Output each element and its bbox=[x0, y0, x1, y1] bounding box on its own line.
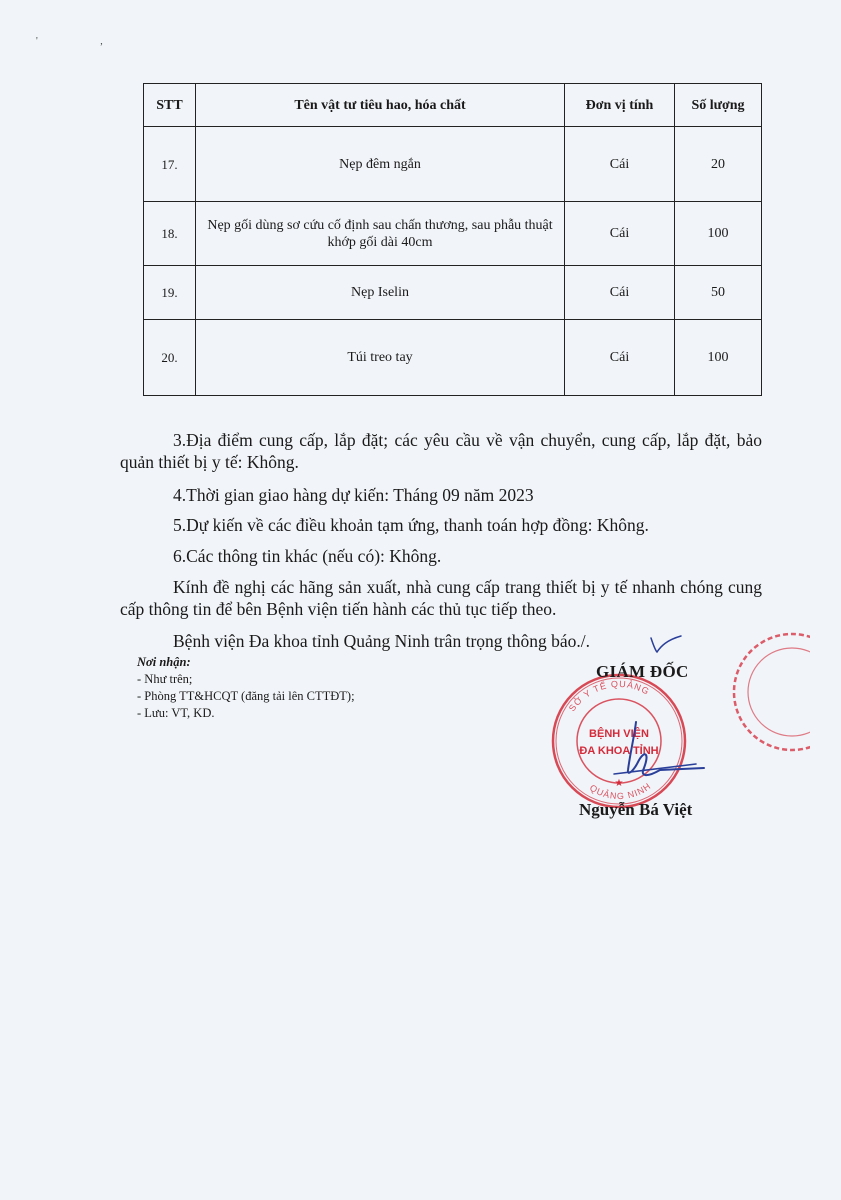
paragraph-payment-terms: 5.Dự kiến về các điều khoản tạm ứng, thanh toán hợp đồng: Không. bbox=[173, 515, 649, 535]
row-name: Túi treo tay bbox=[196, 320, 565, 396]
header-qty: Số lượng bbox=[675, 84, 762, 127]
table-row bbox=[144, 127, 762, 202]
paragraph-delivery-time: 4.Thời gian giao hàng dự kiến: Tháng 09 năm 2023 bbox=[173, 485, 534, 505]
header-stt: STT bbox=[144, 84, 196, 127]
paragraph-delivery-location: 3.Địa điểm cung cấp, lắp đặt; các yêu cầu về vận chuyển, cung cấp, lắp đặt, bảo quản thiết bị y tế: Không. bbox=[120, 430, 762, 472]
recipients-block bbox=[137, 654, 355, 722]
row-name: Nẹp đêm ngắn bbox=[196, 127, 565, 202]
supplies-table bbox=[143, 83, 762, 396]
scan-specks: ' , bbox=[36, 36, 133, 47]
table-row bbox=[144, 202, 762, 266]
stamp-ring-bottom: QUẢNG NINH bbox=[587, 780, 654, 802]
signer-title: GIÁM ĐỐC bbox=[596, 662, 689, 681]
row-unit: Cái bbox=[565, 127, 675, 202]
signer-name: Nguyễn Bá Việt bbox=[579, 800, 693, 819]
row-name: Nẹp Iselin bbox=[196, 266, 565, 320]
row-unit: Cái bbox=[565, 320, 675, 396]
paragraph-request: Kính đề nghị các hãng sản xuất, nhà cung cấp trang thiết bị y tế nhanh chóng cung cấp thông tin để bên Bệnh viện tiến hành các thủ tục tiếp theo. bbox=[120, 577, 762, 619]
paragraph-closing: Bệnh viện Đa khoa tỉnh Quảng Ninh trân trọng thông báo./. bbox=[173, 631, 591, 651]
row-stt: 19. bbox=[144, 266, 196, 320]
row-stt: 17. bbox=[144, 127, 196, 202]
stamp-ring-top: SỞ Y TẾ QUẢNG bbox=[566, 678, 652, 714]
handwritten-signature-icon bbox=[600, 718, 710, 788]
table-row bbox=[144, 320, 762, 396]
stamp-line1: BỆNH VIỆN bbox=[589, 728, 649, 740]
svg-text:SỞ Y TẾ QUẢNG bbox=[567, 679, 652, 714]
partial-stamp-icon bbox=[730, 630, 810, 760]
paragraph-other-info: 6.Các thông tin khác (nếu có): Không. bbox=[173, 546, 442, 566]
row-stt: 20. bbox=[144, 320, 196, 396]
row-name: Nẹp gối dùng sơ cứu cố định sau chấn thương, sau phẫu thuật khớp gối dài 40cm bbox=[196, 202, 565, 266]
row-stt: 18. bbox=[144, 202, 196, 266]
recipient-item: - Như trên; bbox=[137, 672, 193, 686]
row-qty: 20 bbox=[675, 127, 762, 202]
recipient-item: - Lưu: VT, KD. bbox=[137, 706, 215, 720]
svg-text:★: ★ bbox=[614, 778, 624, 789]
row-unit: Cái bbox=[565, 266, 675, 320]
recipients-header: Nơi nhận: bbox=[137, 655, 191, 669]
header-unit: Đơn vị tính bbox=[565, 84, 675, 127]
recipient-item: - Phòng TT&HCQT (đăng tải lên CTTĐT); bbox=[137, 689, 355, 703]
header-name: Tên vật tư tiêu hao, hóa chất bbox=[196, 84, 565, 127]
initial-mark-icon bbox=[645, 630, 685, 660]
row-unit: Cái bbox=[565, 202, 675, 266]
row-qty: 50 bbox=[675, 266, 762, 320]
row-qty: 100 bbox=[675, 320, 762, 396]
stamp-line2: ĐA KHOA TỈNH bbox=[579, 745, 659, 757]
table-row bbox=[144, 266, 762, 320]
table-header-row bbox=[144, 84, 762, 127]
row-qty: 100 bbox=[675, 202, 762, 266]
